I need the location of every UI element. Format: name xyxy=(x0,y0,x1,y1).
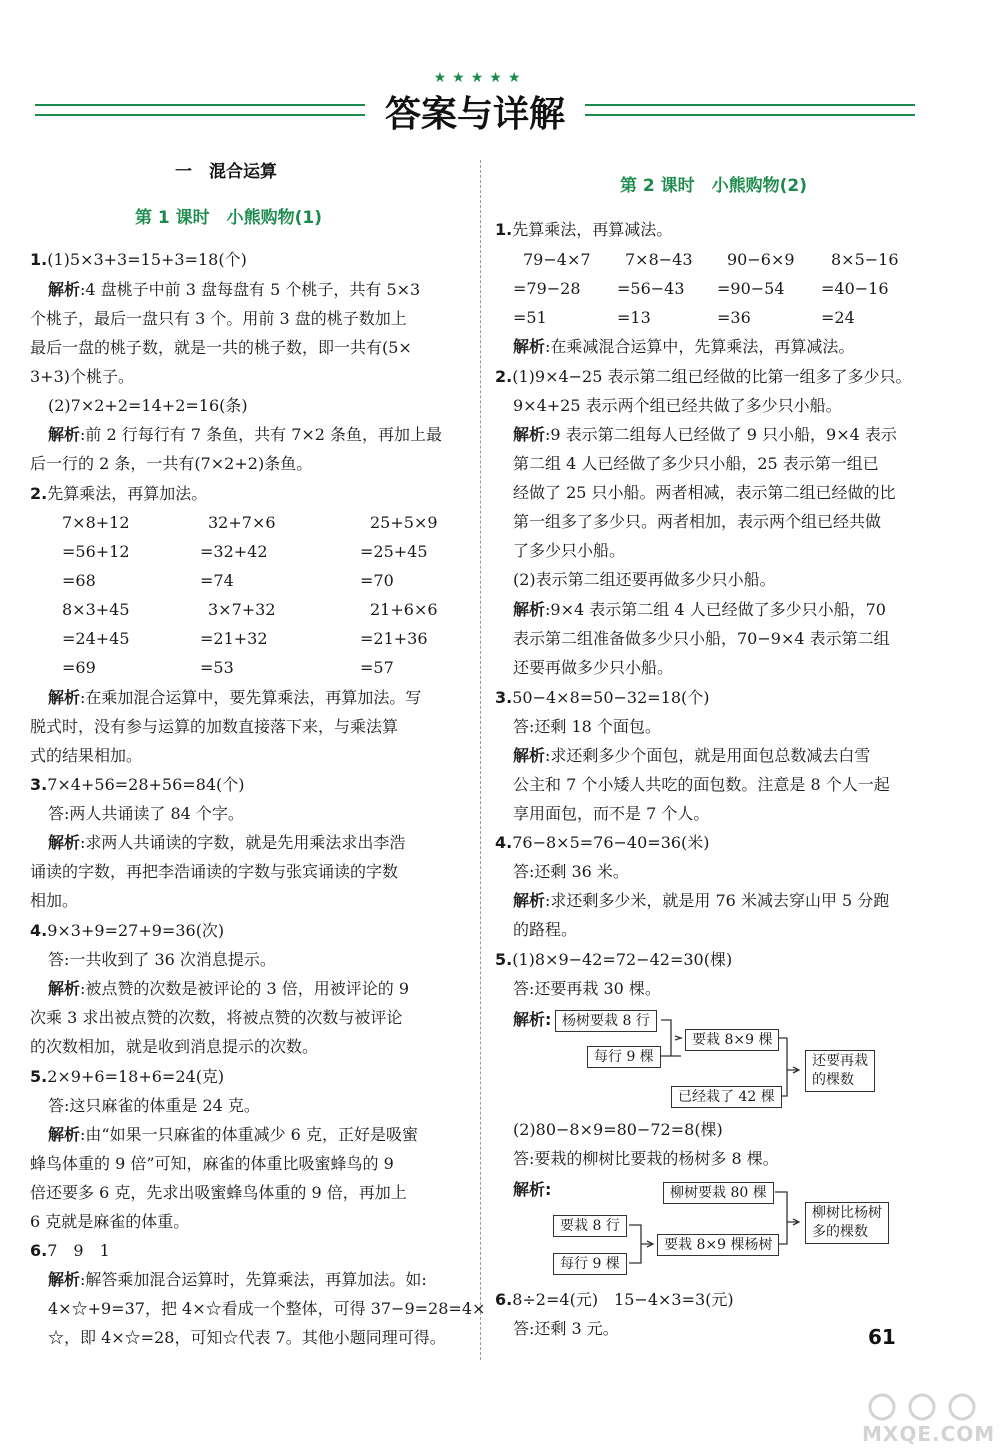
calc-cell: =24 xyxy=(821,308,855,327)
r-q5-diagram1-label: 解析: xyxy=(513,1010,552,1029)
r-q2-explanation-line: 第一组多了多少只。两者相加，表示两个组已经共做 xyxy=(513,512,882,531)
q1-part2-answer: (2)7×2+2=14+2=16(条) xyxy=(48,396,248,415)
calc-cell: =13 xyxy=(617,308,651,327)
r-q3-equation: 3.50−4×8=50−32=18(个) xyxy=(495,688,710,707)
diagram-box: 每行 9 棵 xyxy=(587,1046,661,1068)
diagram-box: 杨树要栽 8 行 xyxy=(555,1010,657,1032)
r-q3-explanation-line: 享用面包，而不是 7 个人。 xyxy=(513,804,710,823)
q4-answer: 答:一共收到了 36 次消息提示。 xyxy=(48,950,276,969)
calc-cell: 7×8−43 xyxy=(625,250,693,269)
q1-explanation-line: 最后一盘的桃子数，就是一共的桃子数，即一共有(5× xyxy=(30,338,412,357)
calc-cell: 8×5−16 xyxy=(831,250,899,269)
column-divider xyxy=(480,160,481,1360)
r-q6-equation: 6.8÷2=4(元) 15−4×3=3(元) xyxy=(495,1290,734,1309)
q1-explanation-line: 个桃子，最后一盘只有 3 个。用前 3 盘的桃子数加上 xyxy=(30,309,407,328)
r-q4-equation: 4.76−8×5=76−40=36(米) xyxy=(495,833,710,852)
diagram-result-box: 还要再栽 的棵数 xyxy=(805,1050,875,1092)
q5-explanation-line: 倍还要多 6 克，先求出吸蜜蜂鸟体重的 9 倍，再加上 xyxy=(30,1183,407,1202)
calc-cell: =36 xyxy=(717,308,751,327)
q3-explanation-line: 相加。 xyxy=(30,891,79,910)
r-q2-part1b: 9×4+25 表示两个组已经共做了多少只小船。 xyxy=(513,396,842,415)
diagram-box: 要栽 8×9 棵 xyxy=(685,1029,779,1051)
calc-cell: =25+45 xyxy=(360,542,428,561)
r-q2-part2-explanation-line: 还要再做多少只小船。 xyxy=(513,658,674,677)
q3-equation: 3.7×4+56=28+56=84(个) xyxy=(30,775,245,794)
calc-cell: =57 xyxy=(360,658,394,677)
q3-answer: 答:两人共诵读了 84 个字。 xyxy=(48,804,244,823)
calc-cell: =53 xyxy=(200,658,234,677)
calc-cell: 8×3+45 xyxy=(62,600,130,619)
r-q4-explanation-line: 的路程。 xyxy=(513,920,578,939)
diagram-box: 要栽 8 行 xyxy=(553,1215,627,1237)
q1-answer: 1.(1)5×3+3=15+3=18(个) xyxy=(30,250,247,269)
calc-cell: =69 xyxy=(62,658,96,677)
calc-cell: =68 xyxy=(62,571,96,590)
calc-cell: =21+36 xyxy=(360,629,428,648)
r-q3-explanation-line: 公主和 7 个小矮人共吃的面包数。注意是 8 个人一起 xyxy=(513,775,890,794)
unit-title: 一 混合运算 xyxy=(175,162,277,182)
calc-cell: =51 xyxy=(513,308,547,327)
q6-explanation-line: 4×☆+9=37，把 4×☆看成一个整体，可得 37−9=28=4× xyxy=(48,1299,486,1318)
r-q5-part2: (2)80−8×9=80−72=8(棵) xyxy=(513,1120,723,1139)
r-q3-answer: 答:还剩 18 个面包。 xyxy=(513,717,661,736)
r-q2-part2-explanation-line: 表示第二组准备做多少只小船，70−9×4 表示第二组 xyxy=(513,629,890,648)
calc-cell: =74 xyxy=(200,571,234,590)
diagram-box: 已经栽了 42 棵 xyxy=(671,1086,782,1108)
calc-cell: =90−54 xyxy=(717,279,785,298)
calc-cell: =70 xyxy=(360,571,394,590)
q5-explanation: 解析:由“如果一只麻雀的体重减少 6 克，正好是吸蜜 xyxy=(48,1125,418,1144)
q2-explanation-line: 脱式时，没有参与运算的加数直接落下来，与乘法算 xyxy=(30,717,399,736)
watermark-logo xyxy=(862,1392,996,1448)
r-q4-answer: 答:还剩 36 米。 xyxy=(513,862,629,881)
q4-explanation-line: 的次数相加，就是收到消息提示的次数。 xyxy=(30,1037,319,1056)
q2-intro: 2.先算乘法，再算加法。 xyxy=(30,484,208,503)
q1-part2-explanation: 解析:前 2 行每行有 7 条鱼，共有 7×2 条鱼，再加上最 xyxy=(48,425,443,444)
calc-cell: 79−4×7 xyxy=(523,250,591,269)
diagram-box: 要栽 8×9 棵杨树 xyxy=(657,1234,779,1256)
r-q2-part2: (2)表示第二组还要再做多少只小船。 xyxy=(513,570,776,589)
r-q4-explanation: 解析:求还剩多少米，就是用 76 米减去穿山甲 5 分跑 xyxy=(513,891,890,910)
q2-explanation: 解析:在乘加混合运算中，要先算乘法，再算加法。写 xyxy=(48,688,422,707)
page-header xyxy=(0,70,1000,140)
q4-explanation: 解析:被点赞的次数是被评论的 3 倍，用被评论的 9 xyxy=(48,979,410,998)
r-q2-explanation-line: 经做了 25 只小船。两者相减，表示第二组已经做的比 xyxy=(513,483,896,502)
q3-explanation: 解析:求两人共诵读的字数，就是先用乘法求出李浩 xyxy=(48,833,406,852)
r-q5-answer2: 答:要栽的柳树比要栽的杨树多 8 棵。 xyxy=(513,1149,779,1168)
q6-answer: 6.7 9 1 xyxy=(30,1241,110,1260)
r-q2-part1: 2.(1)9×4−25 表示第二组已经做的比第一组多了多少只。 xyxy=(495,367,912,386)
diagram-result-box: 柳树比杨树 多的棵数 xyxy=(805,1202,889,1244)
header-rule-left xyxy=(35,104,365,116)
q3-explanation-line: 诵读的字数，再把李浩诵读的字数与张宾诵读的字数 xyxy=(30,862,399,881)
q4-equation: 4.9×3+9=27+9=36(次) xyxy=(30,921,225,940)
calc-cell: =56+12 xyxy=(62,542,130,561)
r-q5-part1: 5.(1)8×9−42=72−42=30(棵) xyxy=(495,950,733,969)
r-q2-explanation-line: 了多少只小船。 xyxy=(513,541,626,560)
r-q3-explanation: 解析:求还剩多少个面包，就是用面包总数减去白雪 xyxy=(513,746,871,765)
q1-part2-explanation-line: 后一行的 2 条，一共有(7×2+2)条鱼。 xyxy=(30,454,313,473)
calc-cell: 32+7×6 xyxy=(208,513,276,532)
r-q5-answer1: 答:还要再栽 30 棵。 xyxy=(513,979,661,998)
calc-cell: 7×8+12 xyxy=(62,513,130,532)
calc-cell: 25+5×9 xyxy=(370,513,438,532)
page-title: 答案与详解 xyxy=(384,94,565,135)
q1-explanation: 解析:4 盘桃子中前 3 盘每盘有 5 个桃子，共有 5×3 xyxy=(48,280,421,299)
header-rule-right xyxy=(585,104,915,116)
diagram-box: 柳树要栽 80 棵 xyxy=(663,1182,774,1204)
watermark-text: MXQE.COM xyxy=(862,1422,996,1446)
calc-cell: =21+32 xyxy=(200,629,268,648)
calc-cell: =79−28 xyxy=(513,279,581,298)
diagram-box: 每行 9 棵 xyxy=(553,1253,627,1275)
r-q5-diagram2-label: 解析: xyxy=(513,1180,552,1199)
page-number: 61 xyxy=(868,1325,896,1349)
r-q2-part2-explanation: 解析:9×4 表示第二组 4 人已经做了多少只小船，70 xyxy=(513,600,886,619)
q2-explanation-line: 式的结果相加。 xyxy=(30,746,143,765)
q5-answer: 答:这只麻雀的体重是 24 克。 xyxy=(48,1096,260,1115)
lesson-1-title: 第 1 课时 小熊购物(1) xyxy=(135,208,323,228)
calc-cell: =40−16 xyxy=(821,279,889,298)
r-q2-explanation: 解析:9 表示第二组每人已经做了 9 只小船，9×4 表示 xyxy=(513,425,897,444)
q6-explanation: 解析:解答乘加混合运算时，先算乘法，再算加法。如: xyxy=(48,1270,427,1289)
q5-explanation-line: 蜂鸟体重的 9 倍”可知，麻雀的体重比吸蜜蜂鸟的 9 xyxy=(30,1154,394,1173)
q5-equation: 5.2×9+6=18+6=24(克) xyxy=(30,1067,225,1086)
calc-cell: =24+45 xyxy=(62,629,130,648)
r-q6-answer: 答:还剩 3 元。 xyxy=(513,1319,619,1338)
calc-cell: 3×7+32 xyxy=(208,600,276,619)
calc-cell: 21+6×6 xyxy=(370,600,438,619)
watermark-icon xyxy=(862,1392,992,1422)
q5-diagram-2 xyxy=(495,1172,925,1282)
calc-cell: =32+42 xyxy=(200,542,268,561)
q5-diagram-1 xyxy=(495,1000,925,1110)
q6-explanation-line: ☆，即 4×☆=28，可知☆代表 7。其他小题同理可得。 xyxy=(48,1328,446,1347)
q1-explanation-line: 3+3)个桃子。 xyxy=(30,367,135,386)
q4-explanation-line: 次乘 3 求出被点赞的次数，将被点赞的次数与被评论 xyxy=(30,1008,403,1027)
calc-cell: =56−43 xyxy=(617,279,685,298)
calc-cell: 90−6×9 xyxy=(727,250,795,269)
header-stars: ★★★★★ xyxy=(433,70,527,86)
q5-explanation-line: 6 克就是麻雀的体重。 xyxy=(30,1212,190,1231)
r-q1-explanation: 解析:在乘减混合运算中，先算乘法，再算减法。 xyxy=(513,337,855,356)
lesson-2-title: 第 2 课时 小熊购物(2) xyxy=(620,176,808,196)
r-q2-explanation-line: 第二组 4 人已经做了多少只小船，25 表示第一组已 xyxy=(513,454,879,473)
r-q1-intro: 1.先算乘法，再算减法。 xyxy=(495,220,673,239)
